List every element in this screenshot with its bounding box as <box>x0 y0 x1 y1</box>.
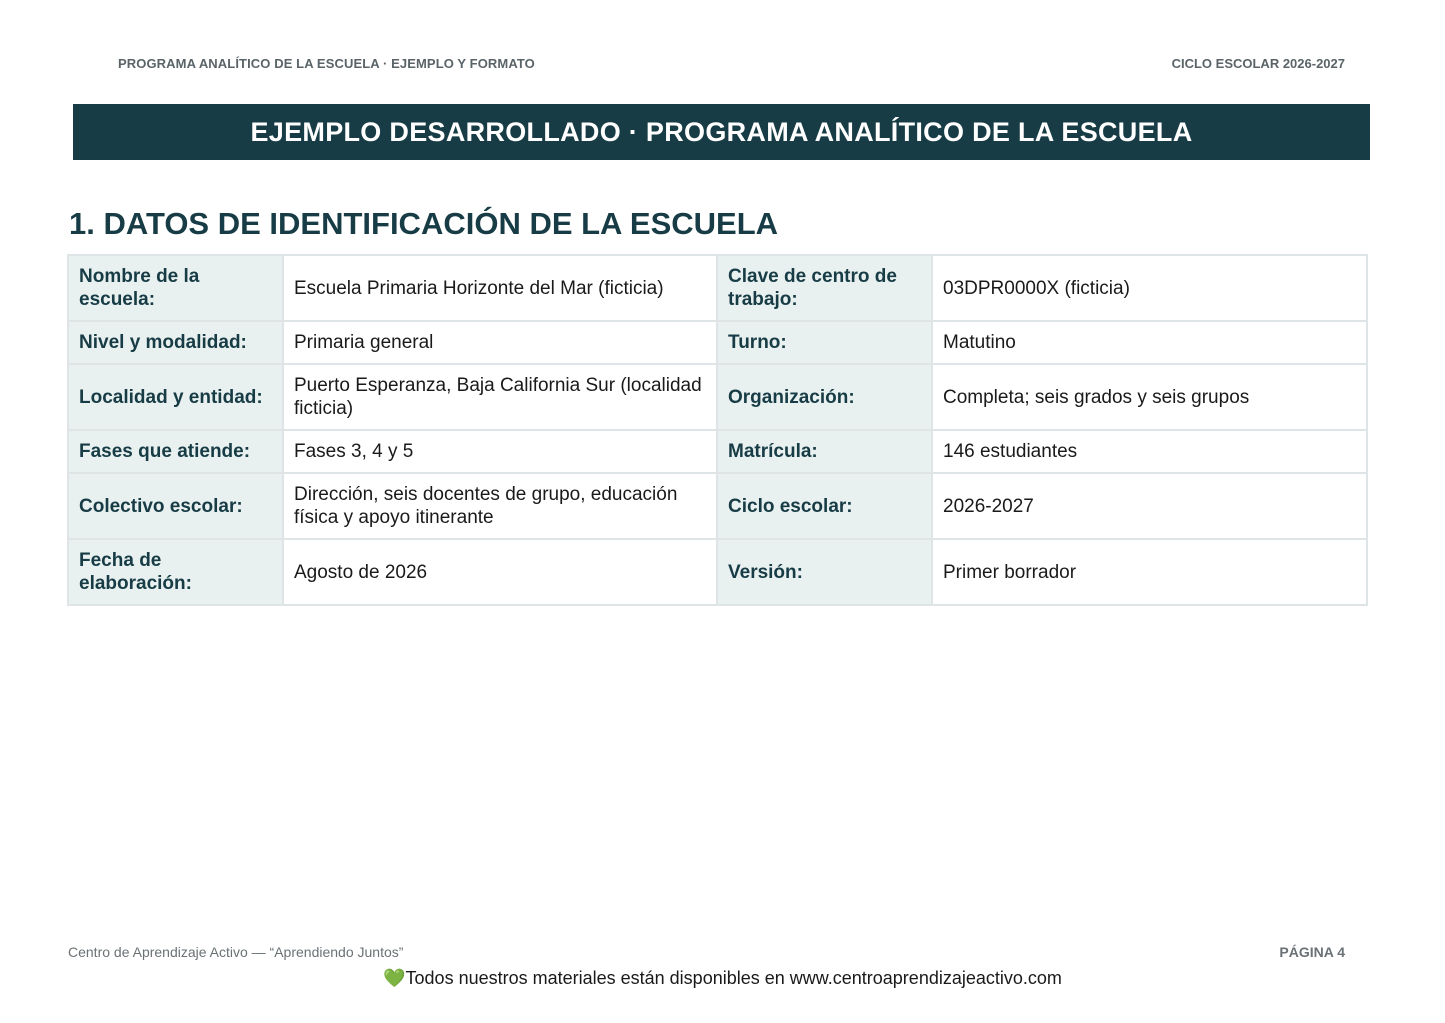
field-value: Fases 3, 4 y 5 <box>283 430 717 473</box>
field-label: Versión: <box>717 539 932 605</box>
table-row <box>68 255 1367 321</box>
field-value: Agosto de 2026 <box>283 539 717 605</box>
field-value: 03DPR0000X (ficticia) <box>932 255 1367 321</box>
footer-organization: Centro de Aprendizaje Activo — “Aprendiendo Juntos” <box>68 944 404 960</box>
table-row <box>68 364 1367 430</box>
field-value: 2026-2027 <box>932 473 1367 539</box>
field-label: Nivel y modalidad: <box>68 321 283 364</box>
field-value: Escuela Primaria Horizonte del Mar (ficticia) <box>283 255 717 321</box>
field-value: Puerto Esperanza, Baja California Sur (localidad ficticia) <box>283 364 717 430</box>
field-label: Turno: <box>717 321 932 364</box>
field-label: Clave de centro de trabajo: <box>717 255 932 321</box>
green-heart-icon: 💚 <box>383 968 406 989</box>
field-label: Colectivo escolar: <box>68 473 283 539</box>
footer-note <box>0 968 1445 989</box>
field-label: Fases que atiende: <box>68 430 283 473</box>
field-value: 146 estudiantes <box>932 430 1367 473</box>
table-row <box>68 321 1367 364</box>
section-title: 1. DATOS DE IDENTIFICACIÓN DE LA ESCUELA <box>69 206 779 241</box>
field-label: Ciclo escolar: <box>717 473 932 539</box>
identification-table <box>67 254 1368 606</box>
field-value: Matutino <box>932 321 1367 364</box>
field-value: Primaria general <box>283 321 717 364</box>
running-header-title: PROGRAMA ANALÍTICO DE LA ESCUELA · EJEMPLO Y FORMATO <box>118 56 535 71</box>
field-value: Dirección, seis docentes de grupo, educación física y apoyo itinerante <box>283 473 717 539</box>
title-banner <box>73 104 1370 160</box>
field-label: Organización: <box>717 364 932 430</box>
table-row <box>68 430 1367 473</box>
table-row <box>68 473 1367 539</box>
banner-title: EJEMPLO DESARROLLADO · PROGRAMA ANALÍTICO DE LA ESCUELA <box>250 116 1193 147</box>
field-label: Fecha de elaboración: <box>68 539 283 605</box>
field-label: Localidad y entidad: <box>68 364 283 430</box>
footer-note-text: Todos nuestros materiales están disponibles en www.centroaprendizajeactivo.com <box>405 968 1062 988</box>
table-row <box>68 539 1367 605</box>
field-value: Primer borrador <box>932 539 1367 605</box>
field-label: Matrícula: <box>717 430 932 473</box>
page-number: PÁGINA 4 <box>1279 944 1345 960</box>
field-label: Nombre de la escuela: <box>68 255 283 321</box>
running-header-cycle: CICLO ESCOLAR 2026-2027 <box>1171 56 1345 71</box>
field-value: Completa; seis grados y seis grupos <box>932 364 1367 430</box>
